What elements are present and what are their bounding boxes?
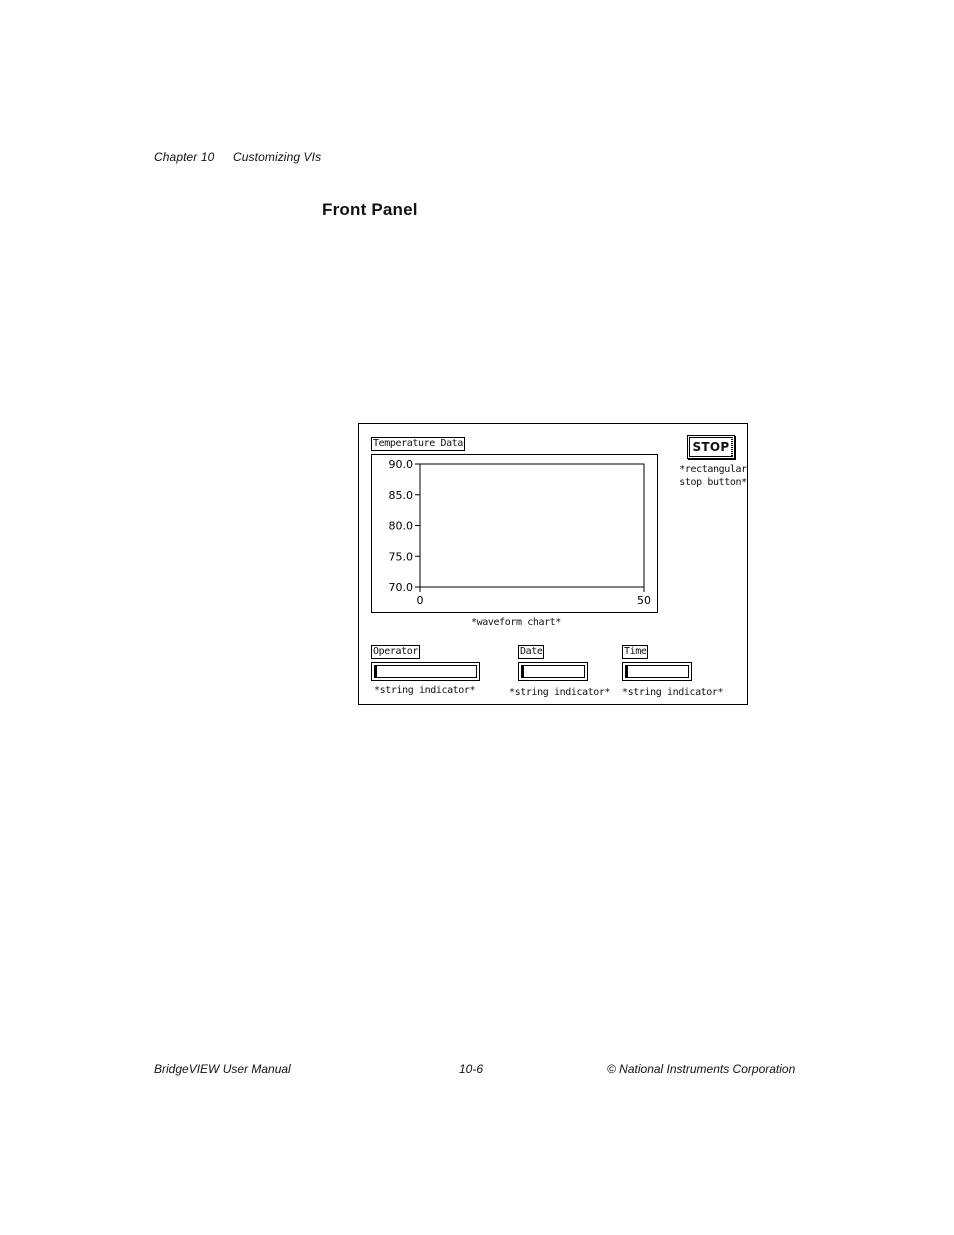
y-tick-label: 85.0 <box>388 488 413 502</box>
date-value <box>521 665 585 678</box>
y-tick-label: 70.0 <box>388 581 413 594</box>
front-panel-figure <box>358 423 748 705</box>
chart-caption: *waveform chart* <box>471 617 561 628</box>
section-title: Front Panel <box>322 200 418 219</box>
waveform-chart <box>371 454 658 613</box>
y-tick-label: 80.0 <box>388 519 413 533</box>
chart-plot <box>372 455 657 612</box>
y-tick-label: 90.0 <box>388 458 413 471</box>
footer-page-number: 10-6 <box>459 1062 484 1076</box>
operator-caption: *string indicator* <box>374 685 476 696</box>
time-label: Time <box>624 646 647 657</box>
operator-string-indicator[interactable] <box>371 662 480 681</box>
footer-manual-title: BridgeVIEW User Manual <box>154 1062 291 1076</box>
footer-copyright: © National Instruments Corporation <box>607 1062 796 1076</box>
operator-value <box>374 665 477 678</box>
stop-button-caption <box>677 463 749 489</box>
stop-caption-line2: stop button* <box>679 477 747 488</box>
operator-label: Operator <box>373 646 418 657</box>
x-tick-label: 50 <box>637 594 651 607</box>
header-chapter: Chapter 10 <box>154 150 215 164</box>
x-tick-label: 0 <box>416 594 424 607</box>
y-tick-label: 75.0 <box>388 550 413 564</box>
header-title: Customizing VIs <box>233 150 322 164</box>
time-caption: *string indicator* <box>622 687 724 698</box>
time-string-indicator[interactable] <box>622 662 692 681</box>
stop-button[interactable]: STOP <box>687 435 735 459</box>
stop-caption-line1: *rectangular <box>679 464 747 475</box>
plot-area <box>420 464 644 587</box>
date-string-indicator[interactable] <box>518 662 588 681</box>
time-value <box>625 665 689 678</box>
date-caption: *string indicator* <box>509 687 611 698</box>
chart-label: Temperature Data <box>373 438 463 449</box>
date-label: Date <box>520 646 543 657</box>
